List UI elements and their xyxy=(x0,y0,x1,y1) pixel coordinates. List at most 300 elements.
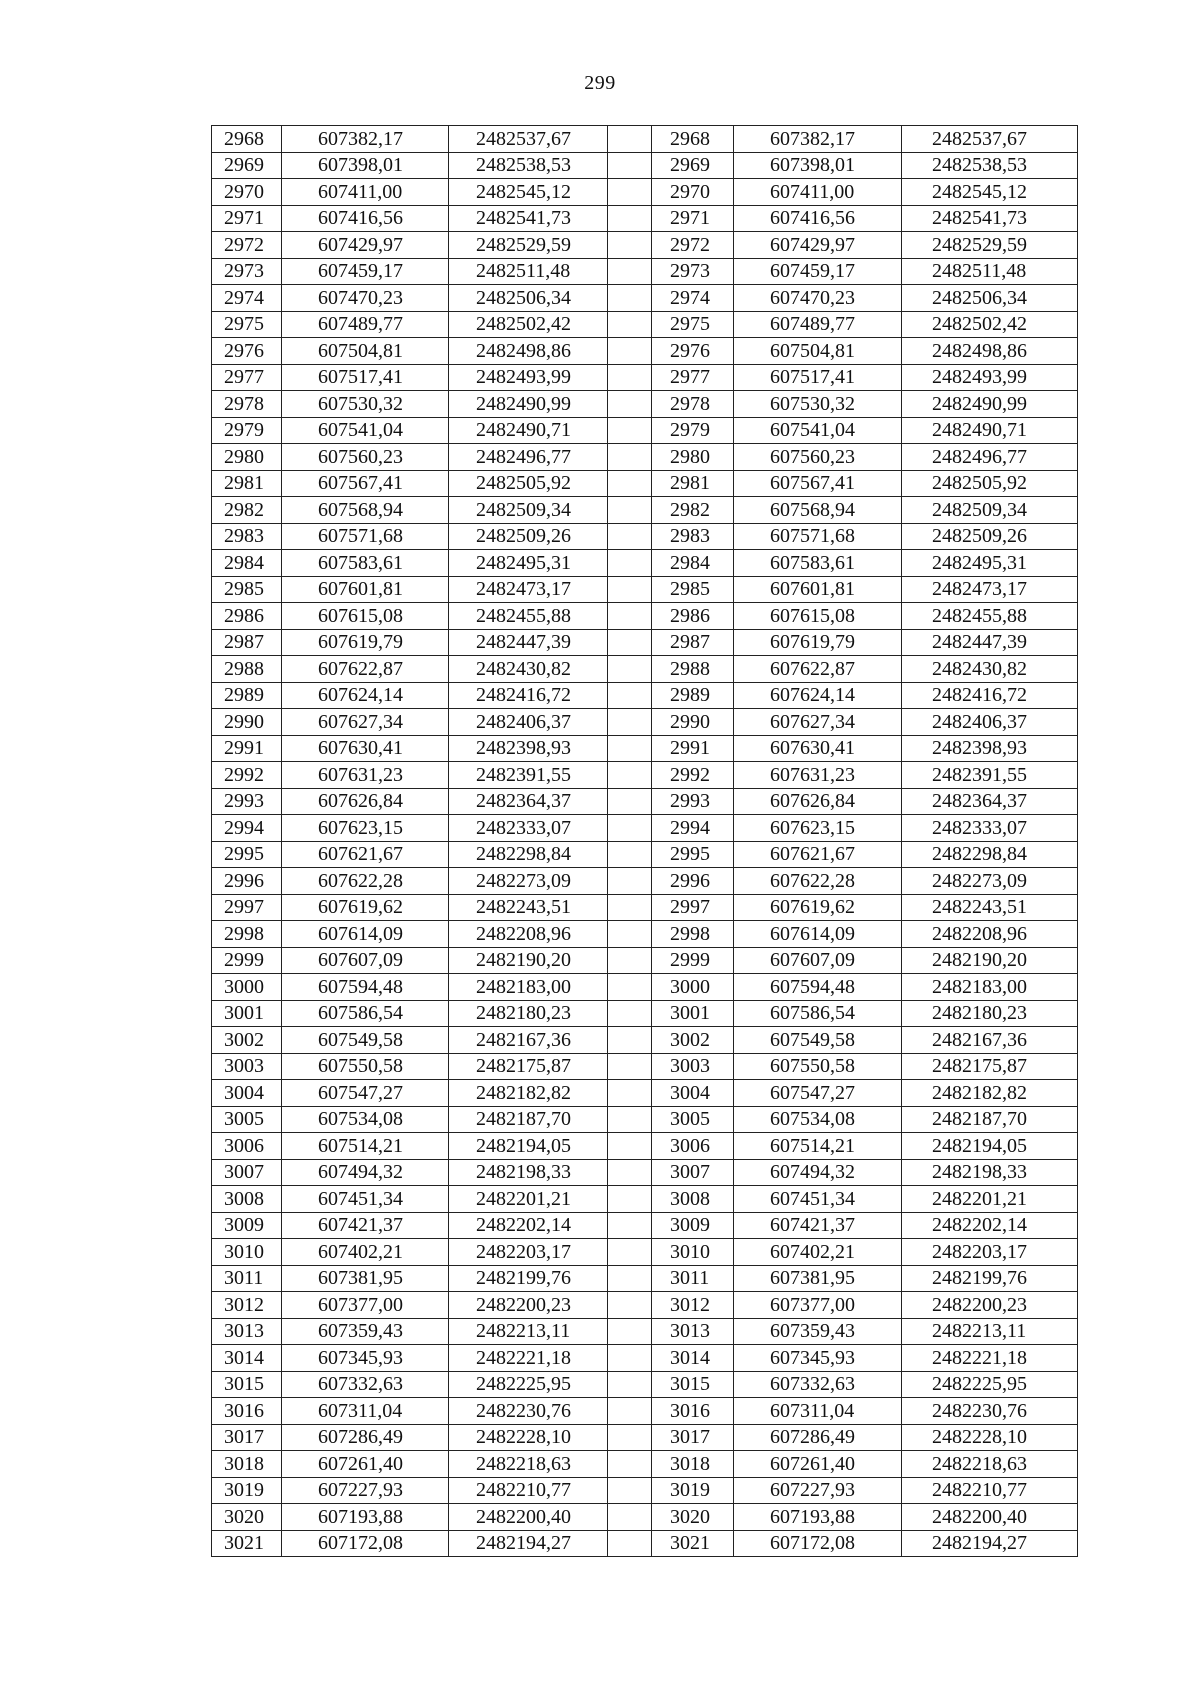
point-number-cell: 3013 xyxy=(652,1318,734,1345)
table-row xyxy=(212,682,1078,709)
table-row xyxy=(212,258,1078,285)
point-number-cell: 2969 xyxy=(212,152,282,179)
empty-separator-cell xyxy=(608,179,652,206)
y-coordinate-cell: 2482509,26 xyxy=(449,523,608,550)
point-number-cell: 3014 xyxy=(212,1345,282,1372)
x-coordinate-cell: 607470,23 xyxy=(282,285,449,312)
y-coordinate-cell: 2482495,31 xyxy=(449,550,608,577)
y-coordinate-cell: 2482194,05 xyxy=(449,1133,608,1160)
table-row xyxy=(212,1292,1078,1319)
y-coordinate-cell: 2482175,87 xyxy=(449,1053,608,1080)
table-row xyxy=(212,841,1078,868)
point-number-cell: 2975 xyxy=(652,311,734,338)
empty-separator-cell xyxy=(608,656,652,683)
table-row xyxy=(212,179,1078,206)
table-row xyxy=(212,1451,1078,1478)
empty-separator-cell xyxy=(608,232,652,259)
point-number-cell: 2982 xyxy=(212,497,282,524)
y-coordinate-cell: 2482545,12 xyxy=(449,179,608,206)
y-coordinate-cell: 2482473,17 xyxy=(449,576,608,603)
y-coordinate-cell: 2482199,76 xyxy=(902,1265,1078,1292)
y-coordinate-cell: 2482509,34 xyxy=(902,497,1078,524)
x-coordinate-cell: 607619,62 xyxy=(734,894,902,921)
point-number-cell: 2993 xyxy=(212,788,282,815)
x-coordinate-cell: 607621,67 xyxy=(282,841,449,868)
point-number-cell: 3021 xyxy=(652,1530,734,1557)
table-row xyxy=(212,1265,1078,1292)
empty-separator-cell xyxy=(608,1265,652,1292)
table-row xyxy=(212,1000,1078,1027)
empty-separator-cell xyxy=(608,894,652,921)
x-coordinate-cell: 607550,58 xyxy=(282,1053,449,1080)
point-number-cell: 2977 xyxy=(652,364,734,391)
point-number-cell: 3019 xyxy=(652,1477,734,1504)
x-coordinate-cell: 607421,37 xyxy=(282,1212,449,1239)
y-coordinate-cell: 2482273,09 xyxy=(449,868,608,895)
table-row xyxy=(212,364,1078,391)
x-coordinate-cell: 607172,08 xyxy=(734,1530,902,1557)
x-coordinate-cell: 607359,43 xyxy=(734,1318,902,1345)
x-coordinate-cell: 607619,79 xyxy=(734,629,902,656)
table-row xyxy=(212,1318,1078,1345)
empty-separator-cell xyxy=(608,603,652,630)
table-row xyxy=(212,974,1078,1001)
point-number-cell: 3011 xyxy=(652,1265,734,1292)
table-row xyxy=(212,735,1078,762)
empty-separator-cell xyxy=(608,497,652,524)
table-row xyxy=(212,338,1078,365)
y-coordinate-cell: 2482509,34 xyxy=(449,497,608,524)
x-coordinate-cell: 607517,41 xyxy=(282,364,449,391)
empty-separator-cell xyxy=(608,205,652,232)
point-number-cell: 3012 xyxy=(652,1292,734,1319)
y-coordinate-cell: 2482182,82 xyxy=(902,1080,1078,1107)
y-coordinate-cell: 2482210,77 xyxy=(449,1477,608,1504)
y-coordinate-cell: 2482228,10 xyxy=(902,1424,1078,1451)
point-number-cell: 2970 xyxy=(652,179,734,206)
point-number-cell: 2991 xyxy=(212,735,282,762)
table-row xyxy=(212,1186,1078,1213)
empty-separator-cell xyxy=(608,868,652,895)
x-coordinate-cell: 607549,58 xyxy=(734,1027,902,1054)
y-coordinate-cell: 2482430,82 xyxy=(449,656,608,683)
empty-separator-cell xyxy=(608,1053,652,1080)
point-number-cell: 2988 xyxy=(652,656,734,683)
y-coordinate-cell: 2482225,95 xyxy=(902,1371,1078,1398)
y-coordinate-cell: 2482203,17 xyxy=(449,1239,608,1266)
point-number-cell: 3011 xyxy=(212,1265,282,1292)
point-number-cell: 3005 xyxy=(212,1106,282,1133)
point-number-cell: 2992 xyxy=(652,762,734,789)
table-row xyxy=(212,550,1078,577)
y-coordinate-cell: 2482230,76 xyxy=(449,1398,608,1425)
point-number-cell: 2996 xyxy=(212,868,282,895)
point-number-cell: 2977 xyxy=(212,364,282,391)
y-coordinate-cell: 2482167,36 xyxy=(902,1027,1078,1054)
y-coordinate-cell: 2482333,07 xyxy=(902,815,1078,842)
x-coordinate-cell: 607630,41 xyxy=(282,735,449,762)
table-row xyxy=(212,497,1078,524)
x-coordinate-cell: 607489,77 xyxy=(282,311,449,338)
point-number-cell: 2972 xyxy=(652,232,734,259)
table-row xyxy=(212,1345,1078,1372)
point-number-cell: 3015 xyxy=(652,1371,734,1398)
y-coordinate-cell: 2482202,14 xyxy=(449,1212,608,1239)
empty-separator-cell xyxy=(608,1159,652,1186)
point-number-cell: 3007 xyxy=(652,1159,734,1186)
point-number-cell: 2978 xyxy=(212,391,282,418)
point-number-cell: 2986 xyxy=(652,603,734,630)
y-coordinate-cell: 2482406,37 xyxy=(902,709,1078,736)
table-row xyxy=(212,444,1078,471)
point-number-cell: 2975 xyxy=(212,311,282,338)
x-coordinate-cell: 607193,88 xyxy=(734,1504,902,1531)
point-number-cell: 3008 xyxy=(652,1186,734,1213)
y-coordinate-cell: 2482194,05 xyxy=(902,1133,1078,1160)
point-number-cell: 2981 xyxy=(212,470,282,497)
y-coordinate-cell: 2482208,96 xyxy=(449,921,608,948)
point-number-cell: 3020 xyxy=(212,1504,282,1531)
point-number-cell: 2974 xyxy=(652,285,734,312)
table-row xyxy=(212,788,1078,815)
point-number-cell: 3005 xyxy=(652,1106,734,1133)
x-coordinate-cell: 607416,56 xyxy=(734,205,902,232)
point-number-cell: 2970 xyxy=(212,179,282,206)
x-coordinate-cell: 607547,27 xyxy=(734,1080,902,1107)
point-number-cell: 3000 xyxy=(652,974,734,1001)
y-coordinate-cell: 2482225,95 xyxy=(449,1371,608,1398)
page-number: 299 xyxy=(584,72,616,94)
y-coordinate-cell: 2482509,26 xyxy=(902,523,1078,550)
table-row xyxy=(212,523,1078,550)
empty-separator-cell xyxy=(608,285,652,312)
y-coordinate-cell: 2482230,76 xyxy=(902,1398,1078,1425)
x-coordinate-cell: 607586,54 xyxy=(734,1000,902,1027)
point-number-cell: 3018 xyxy=(652,1451,734,1478)
empty-separator-cell xyxy=(608,762,652,789)
y-coordinate-cell: 2482194,27 xyxy=(449,1530,608,1557)
table-row xyxy=(212,656,1078,683)
point-number-cell: 3013 xyxy=(212,1318,282,1345)
x-coordinate-cell: 607332,63 xyxy=(282,1371,449,1398)
y-coordinate-cell: 2482208,96 xyxy=(902,921,1078,948)
x-coordinate-cell: 607619,62 xyxy=(282,894,449,921)
y-coordinate-cell: 2482506,34 xyxy=(449,285,608,312)
y-coordinate-cell: 2482455,88 xyxy=(449,603,608,630)
point-number-cell: 2986 xyxy=(212,603,282,630)
point-number-cell: 3017 xyxy=(652,1424,734,1451)
table-row xyxy=(212,232,1078,259)
y-coordinate-cell: 2482493,99 xyxy=(902,364,1078,391)
point-number-cell: 2969 xyxy=(652,152,734,179)
x-coordinate-cell: 607514,21 xyxy=(282,1133,449,1160)
y-coordinate-cell: 2482506,34 xyxy=(902,285,1078,312)
table-row xyxy=(212,417,1078,444)
y-coordinate-cell: 2482505,92 xyxy=(902,470,1078,497)
point-number-cell: 2973 xyxy=(652,258,734,285)
empty-separator-cell xyxy=(608,788,652,815)
point-number-cell: 2981 xyxy=(652,470,734,497)
y-coordinate-cell: 2482473,17 xyxy=(902,576,1078,603)
empty-separator-cell xyxy=(608,1000,652,1027)
empty-separator-cell xyxy=(608,258,652,285)
y-coordinate-cell: 2482182,82 xyxy=(449,1080,608,1107)
empty-separator-cell xyxy=(608,444,652,471)
empty-separator-cell xyxy=(608,709,652,736)
point-number-cell: 3019 xyxy=(212,1477,282,1504)
x-coordinate-cell: 607607,09 xyxy=(734,947,902,974)
y-coordinate-cell: 2482183,00 xyxy=(449,974,608,1001)
x-coordinate-cell: 607571,68 xyxy=(282,523,449,550)
empty-separator-cell xyxy=(608,1106,652,1133)
table-row xyxy=(212,815,1078,842)
point-number-cell: 3017 xyxy=(212,1424,282,1451)
point-number-cell: 3007 xyxy=(212,1159,282,1186)
point-number-cell: 2976 xyxy=(652,338,734,365)
x-coordinate-cell: 607614,09 xyxy=(282,921,449,948)
x-coordinate-cell: 607571,68 xyxy=(734,523,902,550)
table-row xyxy=(212,391,1078,418)
empty-separator-cell xyxy=(608,417,652,444)
point-number-cell: 2982 xyxy=(652,497,734,524)
x-coordinate-cell: 607583,61 xyxy=(282,550,449,577)
table-row xyxy=(212,603,1078,630)
y-coordinate-cell: 2482187,70 xyxy=(902,1106,1078,1133)
x-coordinate-cell: 607624,14 xyxy=(734,682,902,709)
point-number-cell: 2990 xyxy=(652,709,734,736)
y-coordinate-cell: 2482455,88 xyxy=(902,603,1078,630)
point-number-cell: 3009 xyxy=(652,1212,734,1239)
y-coordinate-cell: 2482498,86 xyxy=(449,338,608,365)
empty-separator-cell xyxy=(608,1027,652,1054)
x-coordinate-cell: 607398,01 xyxy=(734,152,902,179)
y-coordinate-cell: 2482529,59 xyxy=(902,232,1078,259)
y-coordinate-cell: 2482221,18 xyxy=(449,1345,608,1372)
table-row xyxy=(212,1424,1078,1451)
table-row xyxy=(212,311,1078,338)
y-coordinate-cell: 2482511,48 xyxy=(902,258,1078,285)
x-coordinate-cell: 607549,58 xyxy=(282,1027,449,1054)
x-coordinate-cell: 607459,17 xyxy=(282,258,449,285)
table-row xyxy=(212,762,1078,789)
point-number-cell: 2999 xyxy=(212,947,282,974)
point-number-cell: 2985 xyxy=(212,576,282,603)
empty-separator-cell xyxy=(608,338,652,365)
x-coordinate-cell: 607623,15 xyxy=(734,815,902,842)
point-number-cell: 2979 xyxy=(212,417,282,444)
y-coordinate-cell: 2482198,33 xyxy=(902,1159,1078,1186)
point-number-cell: 2984 xyxy=(652,550,734,577)
x-coordinate-cell: 607398,01 xyxy=(282,152,449,179)
x-coordinate-cell: 607631,23 xyxy=(734,762,902,789)
y-coordinate-cell: 2482490,71 xyxy=(449,417,608,444)
y-coordinate-cell: 2482541,73 xyxy=(902,205,1078,232)
point-number-cell: 3004 xyxy=(212,1080,282,1107)
x-coordinate-cell: 607547,27 xyxy=(282,1080,449,1107)
y-coordinate-cell: 2482537,67 xyxy=(449,126,608,153)
x-coordinate-cell: 607382,17 xyxy=(282,126,449,153)
x-coordinate-cell: 607622,87 xyxy=(282,656,449,683)
y-coordinate-cell: 2482200,40 xyxy=(902,1504,1078,1531)
x-coordinate-cell: 607568,94 xyxy=(282,497,449,524)
x-coordinate-cell: 607377,00 xyxy=(282,1292,449,1319)
table-row xyxy=(212,894,1078,921)
x-coordinate-cell: 607311,04 xyxy=(734,1398,902,1425)
x-coordinate-cell: 607489,77 xyxy=(734,311,902,338)
table-row xyxy=(212,947,1078,974)
point-number-cell: 3016 xyxy=(212,1398,282,1425)
empty-separator-cell xyxy=(608,1504,652,1531)
x-coordinate-cell: 607451,34 xyxy=(282,1186,449,1213)
empty-separator-cell xyxy=(608,1451,652,1478)
empty-separator-cell xyxy=(608,1133,652,1160)
point-number-cell: 3001 xyxy=(212,1000,282,1027)
y-coordinate-cell: 2482200,23 xyxy=(902,1292,1078,1319)
point-number-cell: 3010 xyxy=(652,1239,734,1266)
point-number-cell: 2983 xyxy=(212,523,282,550)
empty-separator-cell xyxy=(608,550,652,577)
empty-separator-cell xyxy=(608,470,652,497)
point-number-cell: 2985 xyxy=(652,576,734,603)
x-coordinate-cell: 607377,00 xyxy=(734,1292,902,1319)
y-coordinate-cell: 2482213,11 xyxy=(449,1318,608,1345)
x-coordinate-cell: 607630,41 xyxy=(734,735,902,762)
empty-separator-cell xyxy=(608,1398,652,1425)
empty-separator-cell xyxy=(608,1080,652,1107)
point-number-cell: 3000 xyxy=(212,974,282,1001)
x-coordinate-cell: 607622,28 xyxy=(282,868,449,895)
empty-separator-cell xyxy=(608,1212,652,1239)
point-number-cell: 2983 xyxy=(652,523,734,550)
point-number-cell: 3002 xyxy=(212,1027,282,1054)
point-number-cell: 3008 xyxy=(212,1186,282,1213)
point-number-cell: 2988 xyxy=(212,656,282,683)
y-coordinate-cell: 2482203,17 xyxy=(902,1239,1078,1266)
y-coordinate-cell: 2482364,37 xyxy=(449,788,608,815)
x-coordinate-cell: 607615,08 xyxy=(282,603,449,630)
table-row xyxy=(212,1212,1078,1239)
x-coordinate-cell: 607594,48 xyxy=(282,974,449,1001)
x-coordinate-cell: 607586,54 xyxy=(282,1000,449,1027)
y-coordinate-cell: 2482201,21 xyxy=(449,1186,608,1213)
x-coordinate-cell: 607530,32 xyxy=(282,391,449,418)
point-number-cell: 2999 xyxy=(652,947,734,974)
x-coordinate-cell: 607541,04 xyxy=(734,417,902,444)
y-coordinate-cell: 2482364,37 xyxy=(902,788,1078,815)
x-coordinate-cell: 607568,94 xyxy=(734,497,902,524)
x-coordinate-cell: 607627,34 xyxy=(734,709,902,736)
y-coordinate-cell: 2482201,21 xyxy=(902,1186,1078,1213)
y-coordinate-cell: 2482398,93 xyxy=(902,735,1078,762)
point-number-cell: 2994 xyxy=(212,815,282,842)
x-coordinate-cell: 607626,84 xyxy=(734,788,902,815)
x-coordinate-cell: 607286,49 xyxy=(734,1424,902,1451)
y-coordinate-cell: 2482194,27 xyxy=(902,1530,1078,1557)
x-coordinate-cell: 607601,81 xyxy=(282,576,449,603)
x-coordinate-cell: 607345,93 xyxy=(282,1345,449,1372)
x-coordinate-cell: 607311,04 xyxy=(282,1398,449,1425)
y-coordinate-cell: 2482198,33 xyxy=(449,1159,608,1186)
point-number-cell: 2984 xyxy=(212,550,282,577)
point-number-cell: 2996 xyxy=(652,868,734,895)
point-number-cell: 2978 xyxy=(652,391,734,418)
table-row xyxy=(212,921,1078,948)
y-coordinate-cell: 2482447,39 xyxy=(902,629,1078,656)
y-coordinate-cell: 2482447,39 xyxy=(449,629,608,656)
x-coordinate-cell: 607607,09 xyxy=(282,947,449,974)
table-row xyxy=(212,1106,1078,1133)
y-coordinate-cell: 2482199,76 xyxy=(449,1265,608,1292)
table-row xyxy=(212,1239,1078,1266)
point-number-cell: 3016 xyxy=(652,1398,734,1425)
x-coordinate-cell: 607534,08 xyxy=(734,1106,902,1133)
point-number-cell: 2972 xyxy=(212,232,282,259)
y-coordinate-cell: 2482511,48 xyxy=(449,258,608,285)
x-coordinate-cell: 607614,09 xyxy=(734,921,902,948)
y-coordinate-cell: 2482416,72 xyxy=(449,682,608,709)
y-coordinate-cell: 2482221,18 xyxy=(902,1345,1078,1372)
point-number-cell: 2995 xyxy=(652,841,734,868)
point-number-cell: 2994 xyxy=(652,815,734,842)
x-coordinate-cell: 607227,93 xyxy=(734,1477,902,1504)
table-row xyxy=(212,152,1078,179)
point-number-cell: 2993 xyxy=(652,788,734,815)
table-row xyxy=(212,576,1078,603)
point-number-cell: 2971 xyxy=(652,205,734,232)
x-coordinate-cell: 607622,28 xyxy=(734,868,902,895)
y-coordinate-cell: 2482496,77 xyxy=(449,444,608,471)
x-coordinate-cell: 607381,95 xyxy=(282,1265,449,1292)
x-coordinate-cell: 607626,84 xyxy=(282,788,449,815)
x-coordinate-cell: 607560,23 xyxy=(734,444,902,471)
y-coordinate-cell: 2482391,55 xyxy=(902,762,1078,789)
empty-separator-cell xyxy=(608,1424,652,1451)
empty-separator-cell xyxy=(608,629,652,656)
y-coordinate-cell: 2482190,20 xyxy=(449,947,608,974)
point-number-cell: 3021 xyxy=(212,1530,282,1557)
table-row xyxy=(212,1371,1078,1398)
table-row xyxy=(212,1053,1078,1080)
y-coordinate-cell: 2482213,11 xyxy=(902,1318,1078,1345)
x-coordinate-cell: 607517,41 xyxy=(734,364,902,391)
x-coordinate-cell: 607459,17 xyxy=(734,258,902,285)
x-coordinate-cell: 607416,56 xyxy=(282,205,449,232)
x-coordinate-cell: 607411,00 xyxy=(282,179,449,206)
y-coordinate-cell: 2482541,73 xyxy=(449,205,608,232)
empty-separator-cell xyxy=(608,841,652,868)
y-coordinate-cell: 2482273,09 xyxy=(902,868,1078,895)
x-coordinate-cell: 607567,41 xyxy=(734,470,902,497)
empty-separator-cell xyxy=(608,576,652,603)
point-number-cell: 3004 xyxy=(652,1080,734,1107)
table-row xyxy=(212,1504,1078,1531)
x-coordinate-cell: 607541,04 xyxy=(282,417,449,444)
x-coordinate-cell: 607567,41 xyxy=(282,470,449,497)
y-coordinate-cell: 2482502,42 xyxy=(902,311,1078,338)
table-row xyxy=(212,1530,1078,1557)
point-number-cell: 2995 xyxy=(212,841,282,868)
empty-separator-cell xyxy=(608,815,652,842)
coordinates-table xyxy=(211,125,1078,1557)
y-coordinate-cell: 2482243,51 xyxy=(449,894,608,921)
point-number-cell: 3020 xyxy=(652,1504,734,1531)
x-coordinate-cell: 607550,58 xyxy=(734,1053,902,1080)
y-coordinate-cell: 2482538,53 xyxy=(902,152,1078,179)
y-coordinate-cell: 2482398,93 xyxy=(449,735,608,762)
x-coordinate-cell: 607261,40 xyxy=(282,1451,449,1478)
y-coordinate-cell: 2482498,86 xyxy=(902,338,1078,365)
y-coordinate-cell: 2482298,84 xyxy=(902,841,1078,868)
